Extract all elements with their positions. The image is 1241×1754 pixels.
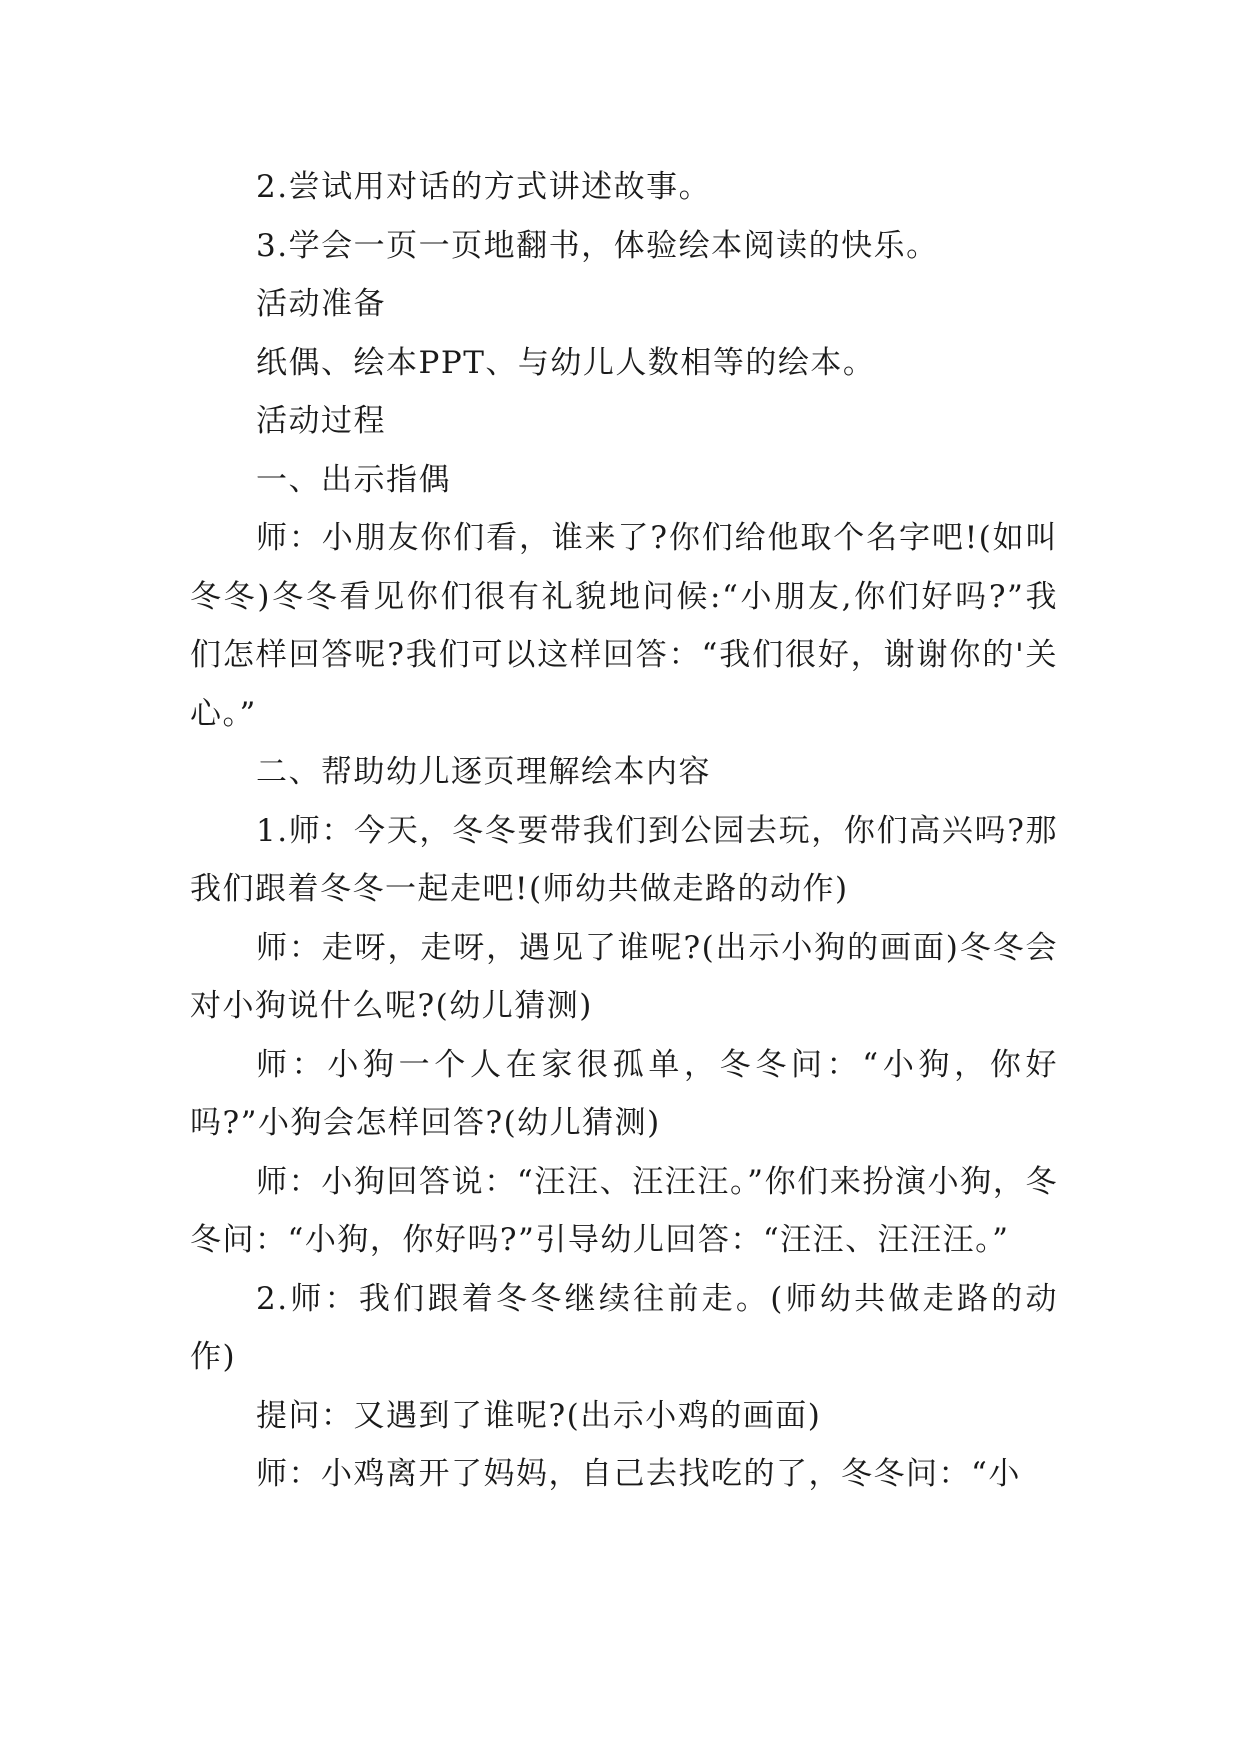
- paragraph-continue-walk: 2.师：我们跟着冬冬继续往前走。(师幼共做走路的动作): [190, 1280, 1058, 1375]
- paragraph-puppy-question: 师：小狗一个人在家很孤单，冬冬问：“小狗，你好吗?”小狗会怎样回答?(幼儿猜测): [190, 1046, 1058, 1141]
- document-body: [190, 158, 1058, 1504]
- paragraph-objective-2: 2.尝试用对话的方式讲述故事。: [256, 169, 712, 205]
- heading-activity-process: 活动过程: [256, 403, 386, 439]
- paragraph-meet-puppy: 师：走呀，走呀，遇见了谁呢?(出示小狗的画面)冬冬会对小狗说什么呢?(幼儿猜测): [190, 929, 1058, 1024]
- paragraph-park-walk: 1.师：今天，冬冬要带我们到公园去玩，你们高兴吗?那我们跟着冬冬一起走吧!(师幼共做走路的动作): [190, 812, 1058, 907]
- heading-step-1: 一、出示指偶: [256, 461, 451, 498]
- heading-step-2: 二、帮助幼儿逐页理解绘本内容: [256, 754, 711, 790]
- paragraph-materials: 纸偶、绘本PPT、与幼儿人数相等的绘本。: [256, 344, 876, 381]
- paragraph-objective-3: 3.学会一页一页地翻书，体验绘本阅读的快乐。: [256, 227, 939, 264]
- paragraph-finger-puppet-dialogue: 师：小朋友你们看，谁来了?你们给他取个名字吧!(如叫冬冬)冬冬看见你们很有礼貌地问候:“小朋友,你们好吗?”我们怎样回答呢?我们可以这样回答：“我们很好，谢谢你的'关心。”: [190, 520, 1058, 732]
- heading-activity-preparation: 活动准备: [256, 286, 386, 322]
- paragraph-meet-chick-question: 提问：又遇到了谁呢?(出示小鸡的画面): [256, 1397, 822, 1434]
- paragraph-puppy-answer: 师：小狗回答说：“汪汪、汪汪汪。”你们来扮演小狗，冬冬问：“小狗，你好吗?”引导幼儿回答：“汪汪、汪汪汪。”: [190, 1163, 1058, 1258]
- paragraph-chick-dialogue: 师：小鸡离开了妈妈，自己去找吃的了，冬冬问：“小: [256, 1456, 1021, 1492]
